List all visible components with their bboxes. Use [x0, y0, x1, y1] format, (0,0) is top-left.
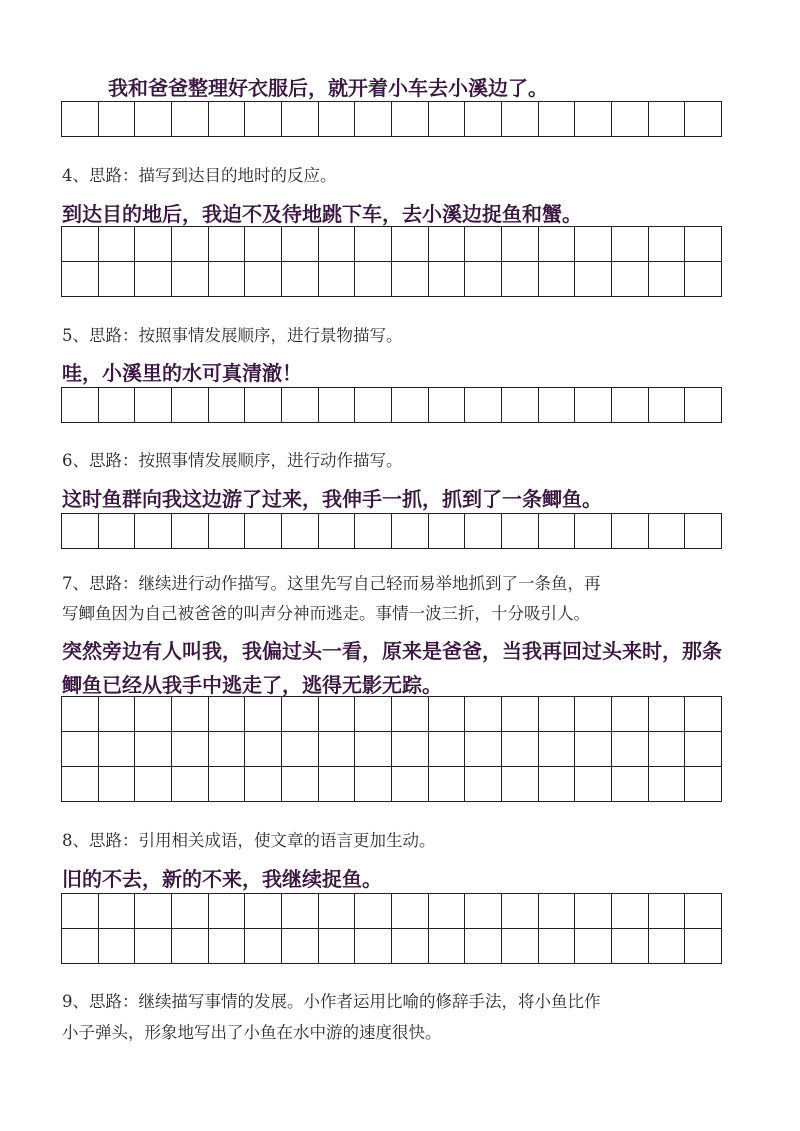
grid-cell [245, 102, 282, 137]
grid-cell [575, 514, 612, 549]
grid-cell [429, 732, 466, 767]
grid-cell [429, 388, 466, 423]
grid-cell [172, 262, 209, 297]
grid-cell [245, 894, 282, 929]
grid-cell [99, 697, 136, 732]
grid-cell [282, 767, 319, 802]
grid-cell [62, 894, 99, 929]
grid-cell [355, 697, 392, 732]
grid-cell [392, 388, 429, 423]
grid-cell [62, 929, 99, 964]
hint-line: 5、思路：按照事情发展顺序，进行景物描写。 [62, 326, 403, 345]
answer-line: 我和爸爸整理好衣服后，就开着小车去小溪边了。 [108, 76, 548, 100]
grid-cell [502, 894, 539, 929]
grid-cell [539, 697, 576, 732]
grid-cell [392, 514, 429, 549]
grid-cell [355, 894, 392, 929]
grid-cell [465, 227, 502, 262]
grid-cell [685, 894, 722, 929]
grid-cell [502, 514, 539, 549]
grid-cell [649, 227, 686, 262]
grid-cell [465, 262, 502, 297]
grid-cell [355, 929, 392, 964]
grid-cell [539, 767, 576, 802]
grid-cell [685, 262, 722, 297]
grid-cell [502, 102, 539, 137]
grid-cell [685, 697, 722, 732]
grid-cell [465, 514, 502, 549]
grid-cell [575, 697, 612, 732]
grid-cell [282, 894, 319, 929]
grid-cell [355, 767, 392, 802]
grid-cell [62, 388, 99, 423]
grid-cell [99, 262, 136, 297]
grid-cell [685, 514, 722, 549]
grid-cell [135, 262, 172, 297]
grid-cell [135, 514, 172, 549]
grid-cell [502, 732, 539, 767]
grid-cell [685, 388, 722, 423]
grid-cell [429, 102, 466, 137]
grid-cell [62, 262, 99, 297]
grid-cell [209, 732, 246, 767]
grid-cell [429, 262, 466, 297]
grid-cell [209, 767, 246, 802]
grid-cell [429, 697, 466, 732]
grid-cell [135, 732, 172, 767]
grid-cell [575, 227, 612, 262]
grid-cell [392, 102, 429, 137]
grid-cell [392, 732, 429, 767]
hint-line: 4、思路：描写到达目的地时的反应。 [62, 166, 337, 185]
grid-cell [465, 929, 502, 964]
grid-cell [99, 102, 136, 137]
grid-cell [319, 767, 356, 802]
grid-cell [62, 514, 99, 549]
grid-cell [575, 894, 612, 929]
grid-cell [135, 227, 172, 262]
grid-cell [172, 514, 209, 549]
grid-cell [649, 514, 686, 549]
grid-cell [539, 388, 576, 423]
grid-cell [99, 514, 136, 549]
grid-cell [355, 227, 392, 262]
grid-cell [172, 102, 209, 137]
grid-cell [502, 388, 539, 423]
grid-cell [99, 929, 136, 964]
grid-cell [282, 514, 319, 549]
grid-cell [172, 929, 209, 964]
grid-cell [135, 894, 172, 929]
grid-cell [575, 388, 612, 423]
grid-cell [612, 767, 649, 802]
grid-cell [612, 227, 649, 262]
hint-line: 9、思路：继续描写事情的发展。小作者运用比喻的修辞手法，将小鱼比作 [62, 992, 601, 1011]
grid-cell [245, 697, 282, 732]
grid-cell [575, 732, 612, 767]
grid-cell [209, 929, 246, 964]
grid-cell [209, 697, 246, 732]
grid-cell [649, 102, 686, 137]
grid-cell [245, 514, 282, 549]
grid-cell [392, 767, 429, 802]
grid-cell [539, 227, 576, 262]
grid-cell [245, 262, 282, 297]
grid-cell [62, 227, 99, 262]
grid-cell [282, 388, 319, 423]
grid-cell [612, 929, 649, 964]
grid-cell [172, 388, 209, 423]
grid-cell [62, 732, 99, 767]
grid-cell [209, 227, 246, 262]
grid-cell [392, 697, 429, 732]
grid-cell [99, 894, 136, 929]
grid-cell [282, 732, 319, 767]
hint-line: 8、思路：引用相关成语，使文章的语言更加生动。 [62, 831, 436, 850]
writing-grid [61, 226, 722, 297]
grid-cell [612, 514, 649, 549]
grid-cell [319, 514, 356, 549]
grid-cell [429, 894, 466, 929]
grid-cell [172, 227, 209, 262]
grid-cell [135, 102, 172, 137]
answer-line: 这时鱼群向我这边游了过来，我伸手一抓，抓到了一条鲫鱼。 [62, 487, 602, 511]
grid-cell [539, 102, 576, 137]
grid-cell [245, 929, 282, 964]
grid-cell [429, 767, 466, 802]
grid-cell [319, 227, 356, 262]
grid-cell [245, 227, 282, 262]
grid-cell [319, 732, 356, 767]
writing-grid [61, 893, 722, 964]
grid-cell [319, 102, 356, 137]
grid-cell [62, 697, 99, 732]
grid-cell [355, 732, 392, 767]
grid-cell [539, 894, 576, 929]
grid-cell [502, 767, 539, 802]
grid-cell [502, 227, 539, 262]
grid-cell [649, 929, 686, 964]
answer-line: 突然旁边有人叫我，我偏过头一看，原来是爸爸，当我再回过头来时，那条 [62, 639, 722, 663]
grid-cell [135, 697, 172, 732]
grid-cell [575, 929, 612, 964]
grid-cell [612, 732, 649, 767]
grid-cell [685, 732, 722, 767]
answer-line: 鲫鱼已经从我手中逃走了，逃得无影无踪。 [62, 673, 442, 697]
grid-cell [99, 388, 136, 423]
grid-cell [319, 388, 356, 423]
grid-cell [465, 102, 502, 137]
hint-line: 6、思路：按照事情发展顺序，进行动作描写。 [62, 451, 403, 470]
grid-cell [355, 262, 392, 297]
grid-cell [62, 102, 99, 137]
grid-cell [282, 262, 319, 297]
grid-cell [539, 732, 576, 767]
grid-cell [649, 697, 686, 732]
grid-cell [135, 388, 172, 423]
grid-cell [649, 262, 686, 297]
grid-cell [429, 514, 466, 549]
grid-cell [539, 514, 576, 549]
grid-cell [282, 697, 319, 732]
grid-cell [172, 697, 209, 732]
grid-cell [135, 767, 172, 802]
grid-cell [465, 388, 502, 423]
writing-grid [61, 696, 722, 802]
hint-line: 小子弹头，形象地写出了小鱼在水中游的速度很快。 [62, 1023, 442, 1042]
grid-cell [649, 894, 686, 929]
grid-cell [355, 102, 392, 137]
grid-cell [282, 102, 319, 137]
grid-cell [355, 514, 392, 549]
grid-cell [392, 227, 429, 262]
hint-line: 7、思路：继续进行动作描写。这里先写自己轻而易举地抓到了一条鱼，再 [62, 574, 601, 593]
grid-cell [99, 767, 136, 802]
hint-line: 写鲫鱼因为自己被爸爸的叫声分神而逃走。事情一波三折，十分吸引人。 [62, 604, 590, 623]
grid-cell [392, 262, 429, 297]
writing-grid [61, 387, 722, 423]
grid-cell [685, 102, 722, 137]
grid-cell [245, 732, 282, 767]
grid-cell [502, 929, 539, 964]
grid-cell [209, 894, 246, 929]
grid-cell [685, 929, 722, 964]
grid-cell [282, 929, 319, 964]
grid-cell [209, 262, 246, 297]
grid-cell [465, 767, 502, 802]
grid-cell [209, 388, 246, 423]
grid-cell [209, 514, 246, 549]
grid-cell [465, 894, 502, 929]
grid-cell [502, 262, 539, 297]
grid-cell [429, 929, 466, 964]
grid-cell [172, 732, 209, 767]
grid-cell [612, 388, 649, 423]
grid-cell [649, 388, 686, 423]
grid-cell [649, 732, 686, 767]
grid-cell [99, 227, 136, 262]
grid-cell [575, 767, 612, 802]
grid-cell [245, 388, 282, 423]
grid-cell [392, 929, 429, 964]
grid-cell [319, 929, 356, 964]
grid-cell [465, 732, 502, 767]
writing-grid [61, 513, 722, 549]
grid-cell [685, 227, 722, 262]
grid-cell [245, 767, 282, 802]
grid-cell [575, 102, 612, 137]
grid-cell [319, 262, 356, 297]
grid-cell [465, 697, 502, 732]
answer-line: 到达目的地后，我迫不及待地跳下车，去小溪边捉鱼和蟹。 [62, 202, 582, 226]
grid-cell [649, 767, 686, 802]
grid-cell [319, 697, 356, 732]
grid-cell [685, 767, 722, 802]
grid-cell [612, 697, 649, 732]
answer-line: 哇，小溪里的水可真清澈！ [62, 361, 302, 385]
grid-cell [539, 929, 576, 964]
grid-cell [612, 102, 649, 137]
grid-cell [282, 227, 319, 262]
grid-cell [612, 262, 649, 297]
grid-cell [172, 894, 209, 929]
grid-cell [62, 767, 99, 802]
grid-cell [612, 894, 649, 929]
grid-cell [429, 227, 466, 262]
grid-cell [392, 894, 429, 929]
grid-cell [319, 894, 356, 929]
grid-cell [575, 262, 612, 297]
writing-grid [61, 101, 722, 137]
grid-cell [135, 929, 172, 964]
grid-cell [355, 388, 392, 423]
grid-cell [99, 732, 136, 767]
grid-cell [502, 697, 539, 732]
grid-cell [172, 767, 209, 802]
answer-line: 旧的不去，新的不来，我继续捉鱼。 [62, 867, 382, 891]
grid-cell [209, 102, 246, 137]
grid-cell [539, 262, 576, 297]
